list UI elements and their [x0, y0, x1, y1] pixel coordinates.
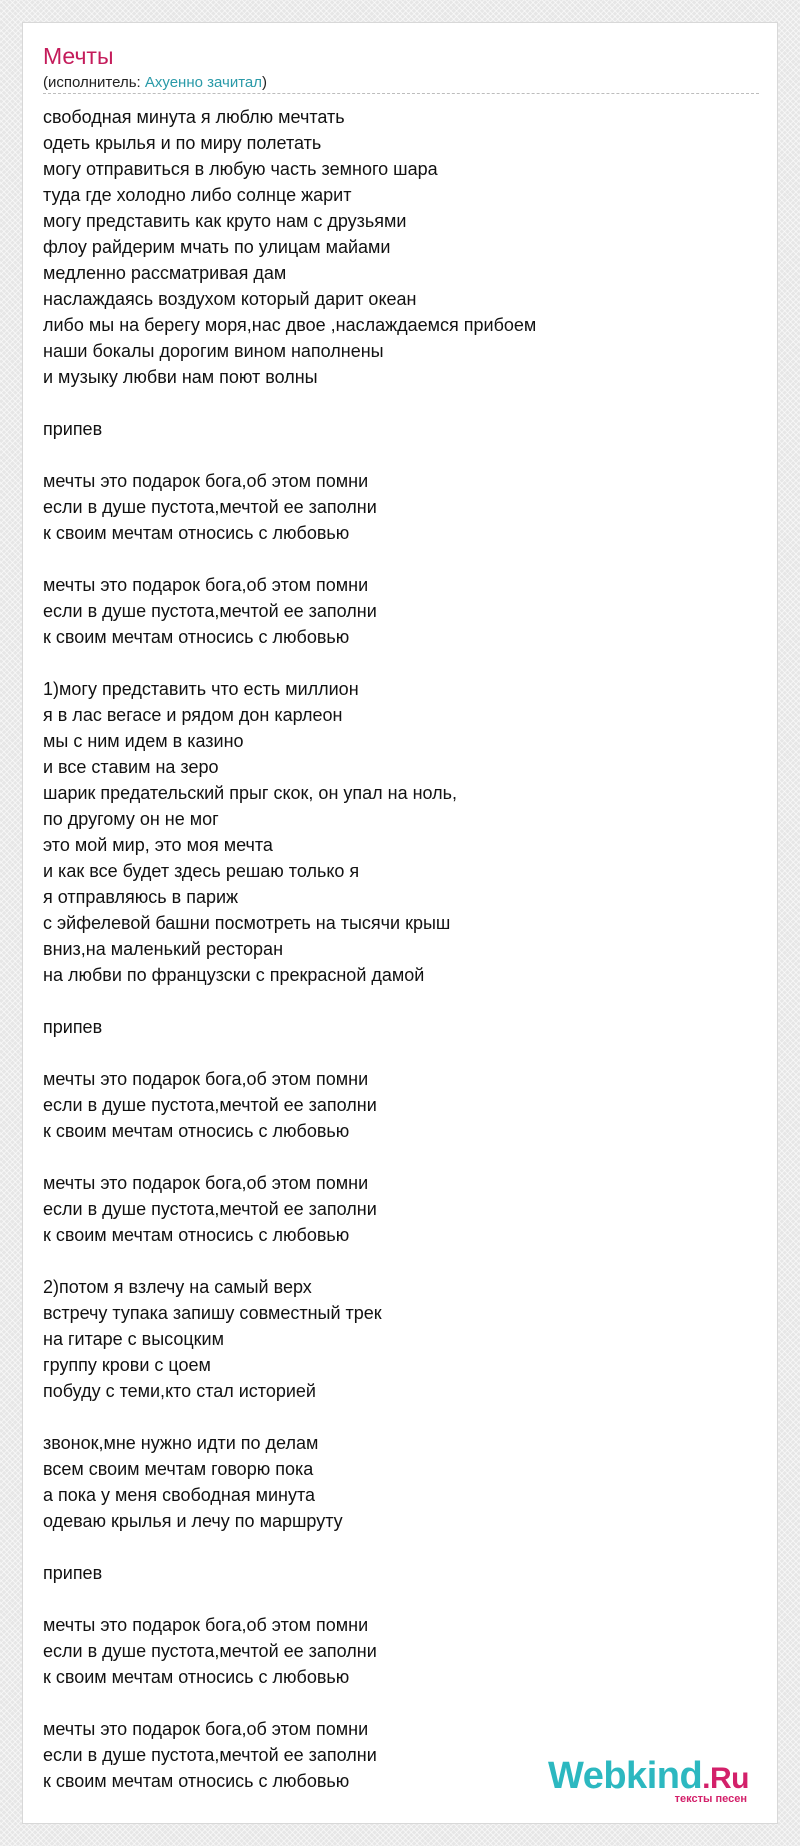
dashed-divider: [43, 93, 759, 94]
lyrics-card: [22, 22, 778, 1824]
performer-line: [43, 74, 267, 92]
logo-wordmark: [548, 1757, 749, 1795]
performer-prefix: (исполнитель:: [43, 74, 145, 91]
song-title: Мечты: [43, 43, 114, 69]
lyrics-text: свободная минута я люблю мечтать одеть крылья и по миру полетать могу отправиться в любую часть земного шара туда где холодно либо солнце жарит могу представить как круто нам с друзьями флоу райдерим мчать по улицам майами медленно рассматривая дам наслаждаясь воздухом который дарит океан либо мы на берегу моря,нас двое ,наслаждаемся прибоем наши бокалы дорогим вином наполнены и музыку любви нам поют волны припев мечты это подарок бога,об этом помни если в душе пустота,мечтой ее заполни к своим мечтам относись с любовью мечты это подарок бога,об этом помни если в душе пустота,мечтой ее заполни к своим мечтам относись с любовью 1)могу представить что есть миллион я в лас вегасе и рядом дон карлеон мы с ним идем в казино и все ставим на зеро шарик предательский прыг скок, он упал на ноль, по другому он не мог это мой мир, это моя мечта и как все будет здесь решаю только я я отправляюсь в париж с эйфелевой башни посмотреть на тысячи крыш вниз,на маленький ресторан на любви по французски с прекрасной дамой припев мечты это подарок бога,об этом помни если в душе пустота,мечтой ее заполни к своим мечтам относись с любовью мечты это подарок бога,об этом помни если в душе пустота,мечтой ее заполни к своим мечтам относись с любовью 2)потом я взлечу на самый верх встречу тупака запишу совместный трек на гитаре с высоцким группу крови с цоем побуду с теми,кто стал историей звонок,мне нужно идти по делам всем своим мечтам говорю пока а пока у меня свободная минута одеваю крылья и лечу по маршруту припев мечты это подарок бога,об этом помни если в душе пустота,мечтой ее заполни к своим мечтам относись с любовью мечты это подарок бога,об этом помни если в душе пустота,мечтой ее заполни к своим мечтам относись с любовью: [43, 107, 537, 1791]
site-logo[interactable]: [548, 1757, 749, 1805]
logo-tagline: тексты песен: [674, 1793, 747, 1805]
logo-name: Webkind: [548, 1755, 703, 1797]
logo-tld: .Ru: [702, 1762, 749, 1795]
performer-suffix: ): [262, 74, 268, 91]
artist-link[interactable]: Ахуенно зачитал: [144, 74, 263, 91]
